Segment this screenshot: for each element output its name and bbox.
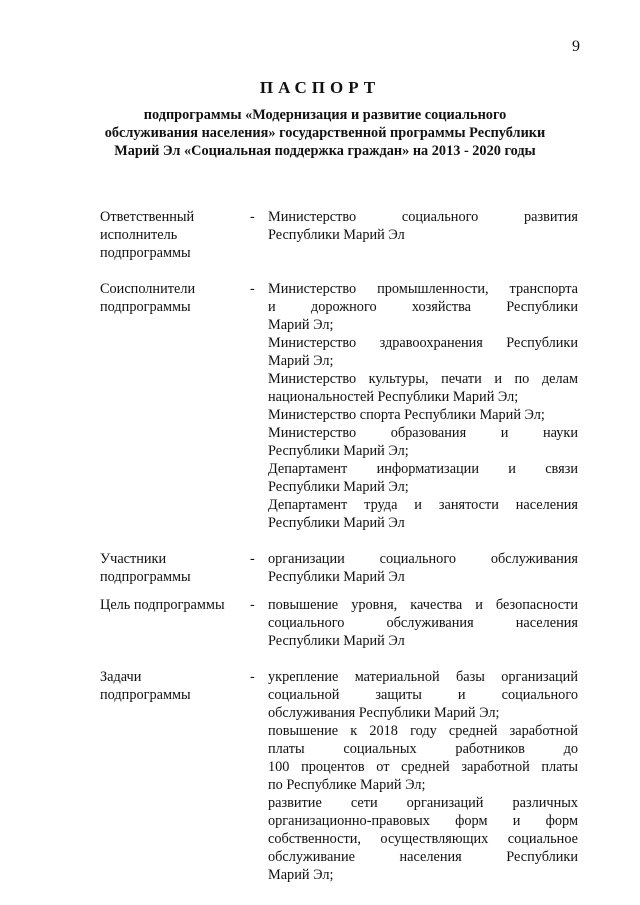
label-line: подпрограммы bbox=[100, 569, 191, 585]
value-line: социальной защиты и социального bbox=[268, 687, 578, 703]
document-title: ПАСПОРТ bbox=[259, 78, 381, 97]
passport-row-participants bbox=[100, 550, 582, 586]
row-value bbox=[268, 280, 578, 532]
label-line: подпрограммы bbox=[100, 687, 191, 703]
value-line: Департамент труда и занятости населения bbox=[268, 497, 578, 513]
subtitle-line: Марий Эл «Социальная поддержка граждан» на 2013 - 2020 годы bbox=[114, 143, 536, 159]
label-line: Соисполнители bbox=[100, 281, 196, 297]
passport-row-co-executors bbox=[100, 280, 582, 532]
value-line: Республики Марий Эл bbox=[268, 569, 405, 585]
row-value bbox=[268, 668, 578, 884]
value-line: социального обслуживания населения bbox=[268, 615, 578, 631]
value-line: собственности, осуществляющих социальное bbox=[268, 831, 578, 847]
value-line: Республики Марий Эл bbox=[268, 633, 405, 649]
value-line: организации социального обслуживания bbox=[268, 551, 578, 567]
label-line: подпрограммы bbox=[100, 299, 191, 315]
label-line: Цель подпрограммы bbox=[100, 597, 225, 613]
value-line: и дорожного хозяйства Республики bbox=[268, 299, 578, 315]
row-dash: - bbox=[250, 281, 255, 297]
value-line: укрепление материальной базы организаций bbox=[268, 669, 578, 685]
row-dash: - bbox=[250, 209, 255, 225]
subtitle-line: подпрограммы «Модернизация и развитие социального bbox=[143, 107, 507, 123]
subtitle-line: обслуживания населения» государственной программы Республики bbox=[104, 125, 546, 141]
value-line: Марий Эл; bbox=[268, 867, 334, 883]
value-line: обслуживания Республики Марий Эл; bbox=[268, 705, 500, 721]
value-line: повышение уровня, качества и безопасности bbox=[268, 597, 578, 613]
value-line: Департамент информатизации и связи bbox=[268, 461, 578, 477]
value-line: развитие сети организаций различных bbox=[268, 795, 578, 811]
label-line: Задачи bbox=[100, 669, 142, 685]
value-line: организационно-правовых форм и форм bbox=[268, 813, 578, 829]
row-dash: - bbox=[250, 669, 255, 685]
label-line: Ответственный bbox=[100, 209, 195, 225]
row-label bbox=[100, 280, 250, 316]
value-line: Республики Марий Эл; bbox=[268, 479, 409, 495]
value-line: Министерство культуры, печати и по делам bbox=[268, 371, 578, 387]
passport-table bbox=[100, 208, 582, 884]
value-line: Марий Эл; bbox=[268, 353, 334, 369]
passport-row-goal bbox=[100, 596, 582, 650]
row-label bbox=[100, 208, 250, 262]
value-line: Министерство социального развития bbox=[268, 209, 578, 225]
row-label bbox=[100, 550, 250, 586]
value-line: Республики Марий Эл; bbox=[268, 443, 409, 459]
value-line: по Республике Марий Эл; bbox=[268, 777, 426, 793]
row-value bbox=[268, 550, 578, 586]
value-line: обслуживание населения Республики bbox=[268, 849, 578, 865]
value-line: Министерство промышленности, транспорта bbox=[268, 281, 578, 297]
value-line: 100 процентов от средней заработной платы bbox=[268, 759, 578, 775]
value-line: Марий Эл; bbox=[268, 317, 334, 333]
value-line: Министерство здравоохранения Республики bbox=[268, 335, 578, 351]
label-line: подпрограммы bbox=[100, 245, 191, 261]
value-line: Министерство спорта Республики Марий Эл; bbox=[268, 407, 545, 423]
document-subtitle bbox=[90, 106, 560, 160]
row-value bbox=[268, 208, 578, 244]
value-line: платы социальных работников до bbox=[268, 741, 578, 757]
label-line: Участники bbox=[100, 551, 167, 567]
row-dash: - bbox=[250, 597, 255, 613]
passport-row-tasks bbox=[100, 668, 582, 884]
value-line: национальностей Республики Марий Эл; bbox=[268, 389, 519, 405]
value-line: Республики Марий Эл bbox=[268, 515, 405, 531]
passport-row-responsible-executor bbox=[100, 208, 582, 262]
row-label bbox=[100, 668, 250, 704]
value-line: Министерство образования и науки bbox=[268, 425, 578, 441]
page-number: 9 bbox=[572, 38, 580, 55]
row-value bbox=[268, 596, 578, 650]
row-dash: - bbox=[250, 551, 255, 567]
value-line: повышение к 2018 году средней заработной bbox=[268, 723, 578, 739]
value-line: Республики Марий Эл bbox=[268, 227, 405, 243]
label-line: исполнитель bbox=[100, 227, 178, 243]
row-label bbox=[100, 596, 250, 614]
